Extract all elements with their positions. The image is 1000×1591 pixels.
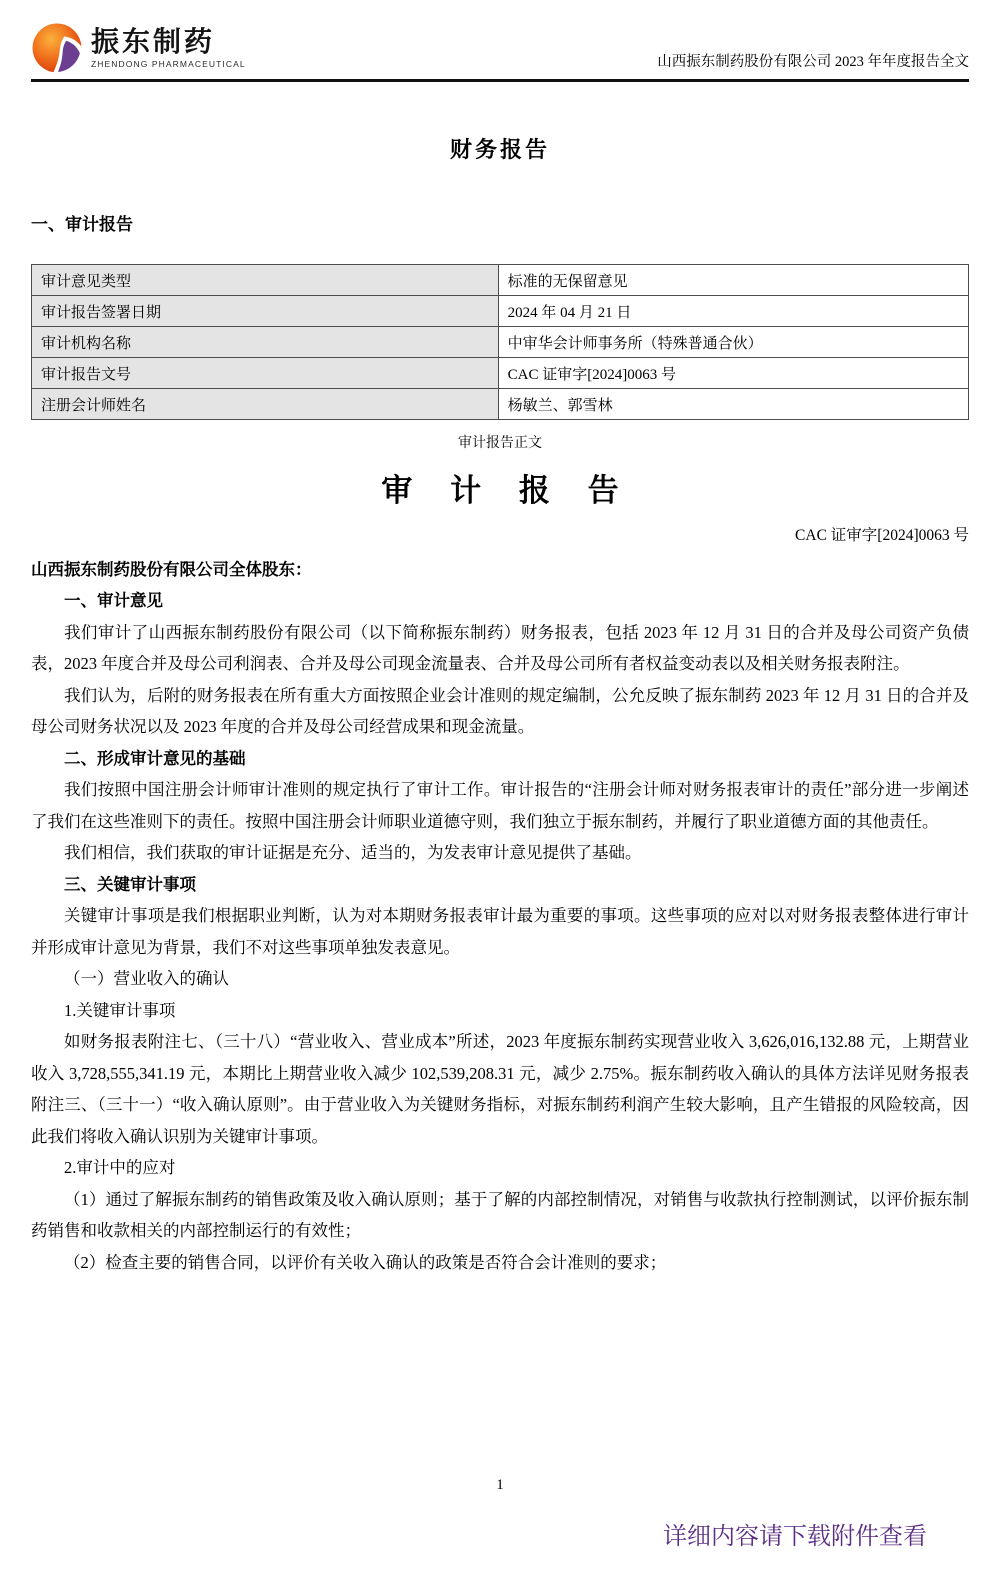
row-label: 注册会计师姓名	[32, 389, 499, 420]
report-subheading: 1.关键审计事项	[64, 1000, 176, 1020]
report-paragraph: 如财务报表附注七、（三十八）“营业收入、营业成本”所述，2023 年度振东制药实现营业收入 3,626,016,132.88 元，上期营业收入 3,728,555,341.19 元，本期比上期营业收入减少 102,539,208.31 元，减少 2.75%。振东制药收入确认的具体方法详见财务报表附注三、（三十一）“收入确认原则”。由于营业收入为关键财务指标，对振东制药利润产生较大影响，且产生错报的风险较高，因此我们将收入确认识别为关键审计事项。	[31, 1032, 969, 1146]
report-heading: 一、审计意见	[64, 591, 163, 610]
row-label: 审计报告文号	[32, 358, 499, 389]
table-row	[32, 296, 969, 327]
zhendong-logo-icon	[31, 22, 83, 74]
report-subheading: 2.审计中的应对	[64, 1158, 176, 1177]
table-row	[32, 265, 969, 296]
page-number: 1	[496, 1477, 504, 1493]
report-paragraph: 关键审计事项是我们根据职业判断，认为对本期财务报表审计最为重要的事项。这些事项的应对以对财务报表整体进行审计并形成审计意见为背景，我们不对这些事项单独发表意见。	[31, 906, 969, 957]
report-body-caption: 审计报告正文	[458, 436, 542, 451]
row-value: 2024 年 04 月 21 日	[498, 296, 968, 327]
page-header	[31, 0, 969, 82]
report-paragraph: （1）通过了解振东制药的销售政策及收入确认原则；基于了解的内部控制情况，对销售与收款执行控制测试，以评价振东制药销售和收款相关的内部控制运行的有效性；	[31, 1189, 969, 1240]
logo-brand-text: 振东制药	[91, 25, 216, 57]
report-paragraph: 我们认为，后附的财务报表在所有重大方面按照企业会计准则的规定编制，公允反映了振东制药 2023 年 12 月 31 日的合并及母公司财务状况以及 2023 年度的合并及母公司经营成果和现金流量。	[31, 685, 969, 736]
table-row	[32, 389, 969, 420]
row-value: 中审华会计师事务所（特殊普通合伙）	[498, 327, 968, 358]
report-body	[31, 585, 969, 1278]
report-paragraph: 我们相信，我们获取的审计证据是充分、适当的，为发表审计意见提供了基础。	[64, 843, 642, 862]
row-value: CAC 证审字[2024]0063 号	[498, 358, 968, 389]
document-title-header: 山西振东制药股份有限公司 2023 年年度报告全文	[657, 54, 969, 70]
audit-summary-table	[31, 264, 969, 420]
report-heading: 二、形成审计意见的基础	[64, 748, 246, 768]
report-paragraph: 我们按照中国注册会计师审计准则的规定执行了审计工作。审计报告的“注册会计师对财务报表审计的责任”部分进一步阐述了我们在这些准则下的责任。按照中国注册会计师职业道德守则，我们独立于振东制药，并履行了职业道德方面的其他责任。	[31, 780, 969, 831]
report-reference-number: CAC 证审字[2024]0063 号	[795, 527, 969, 544]
section-heading-audit-report: 一、审计报告	[31, 215, 133, 234]
row-label: 审计报告签署日期	[32, 296, 499, 327]
table-row	[32, 358, 969, 389]
report-paragraph: （2）检查主要的销售合同，以评价有关收入确认的政策是否符合会计准则的要求；	[64, 1252, 667, 1272]
report-addressee: 山西振东制药股份有限公司全体股东：	[31, 560, 312, 579]
page-title: 财务报告	[449, 137, 550, 162]
row-value: 杨敏兰、郭雪林	[498, 389, 968, 420]
row-label: 审计机构名称	[32, 327, 499, 358]
row-label: 审计意见类型	[32, 265, 499, 296]
download-attachment-link[interactable]: 详细内容请下载附件查看	[663, 1524, 927, 1550]
report-subheading: （一）营业收入的确认	[64, 969, 229, 988]
table-row	[32, 327, 969, 358]
report-paragraph: 我们审计了山西振东制药股份有限公司（以下简称振东制药）财务报表，包括 2023 年 12 月 31 日的合并及母公司资产负债表，2023 年度合并及母公司利润表、合并及母公司现金流量表、合并及母公司所有者权益变动表以及相关财务报表附注。	[31, 622, 969, 673]
report-heading: 三、关键审计事项	[64, 874, 196, 894]
audit-report-title: 审 计 报 告	[381, 473, 634, 508]
company-logo	[31, 22, 246, 74]
logo-subtitle-text: ZHENDONG PHARMACEUTICAL	[91, 58, 246, 69]
row-value: 标准的无保留意见	[498, 265, 968, 296]
